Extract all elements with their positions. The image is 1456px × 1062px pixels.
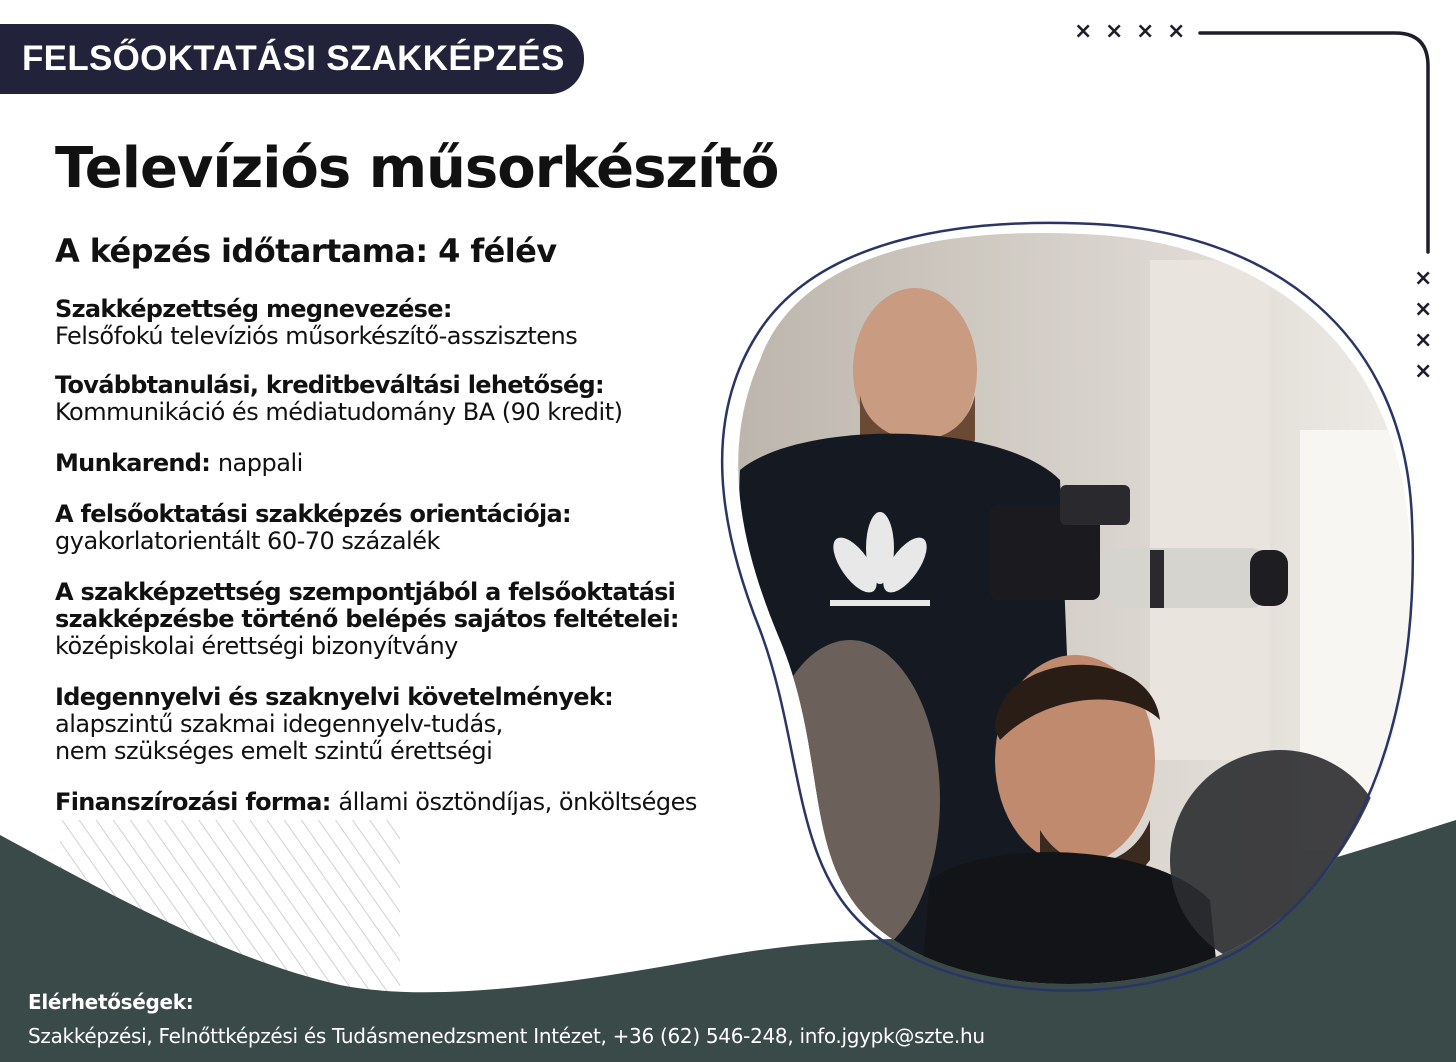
info-item-further-study bbox=[55, 372, 755, 426]
info-item-financing bbox=[55, 789, 755, 816]
info-label: Szakképzettség megnevezése: bbox=[55, 295, 452, 323]
info-item-entry-requirements bbox=[55, 579, 755, 660]
x-mark-icon: × bbox=[1105, 19, 1124, 44]
info-label: Továbbtanulási, kreditbeváltási lehetőség: bbox=[55, 371, 604, 399]
x-mark-icon: × bbox=[1136, 19, 1155, 44]
info-label: Finanszírozási forma: bbox=[55, 788, 339, 816]
info-value: Kommunikáció és médiatudomány BA (90 kredit) bbox=[55, 398, 623, 426]
info-value: Felsőfokú televíziós műsorkészítő-asszisztens bbox=[55, 322, 578, 350]
footer-contact bbox=[28, 990, 985, 1048]
info-label: A felsőoktatási szakképzés orientációja: bbox=[55, 500, 571, 528]
info-item-schedule bbox=[55, 450, 755, 477]
category-badge bbox=[0, 24, 584, 94]
footer-contact-text: Szakképzési, Felnőttképzési és Tudásmenedzsment Intézet, +36 (62) 546-248, info.jgypk@szte.hu bbox=[28, 1024, 985, 1048]
x-mark-icon: × bbox=[1414, 359, 1433, 384]
info-label: Idegennyelvi és szaknyelvi követelmények: bbox=[55, 683, 614, 711]
info-value: nappali bbox=[217, 449, 303, 477]
page-title: Televíziós műsorkészítő bbox=[55, 136, 779, 201]
info-value: állami ösztöndíjas, önköltséges bbox=[338, 788, 697, 816]
category-badge-text: FELSŐOKTATÁSI SZAKKÉPZÉS bbox=[22, 39, 565, 78]
info-item-qualification bbox=[55, 296, 755, 350]
info-item-language-requirements bbox=[55, 684, 755, 765]
x-mark-icon: × bbox=[1167, 19, 1186, 44]
x-mark-icon: × bbox=[1414, 328, 1433, 353]
x-mark-icon: × bbox=[1414, 297, 1433, 322]
corner-line bbox=[1200, 33, 1428, 252]
info-item-orientation bbox=[55, 501, 755, 555]
info-value: alapszintű szakmai idegennyelv-tudás, nem szükséges emelt szintű érettségi bbox=[55, 710, 503, 765]
info-label: Munkarend: bbox=[55, 449, 218, 477]
duration-subtitle: A képzés időtartama: 4 félév bbox=[55, 232, 557, 270]
info-value: középiskolai érettségi bizonyítvány bbox=[55, 632, 458, 660]
x-mark-icon: × bbox=[1414, 266, 1433, 291]
info-label: A szakképzettség szempontjából a felsőoktatási szakképzésbe történő belépés sajátos feltételei: bbox=[55, 578, 679, 633]
info-value: gyakorlatorientált 60-70 százalék bbox=[55, 527, 440, 555]
info-list bbox=[55, 296, 755, 840]
x-mark-icon: × bbox=[1074, 19, 1093, 44]
footer-title: Elérhetőségek: bbox=[28, 990, 194, 1014]
